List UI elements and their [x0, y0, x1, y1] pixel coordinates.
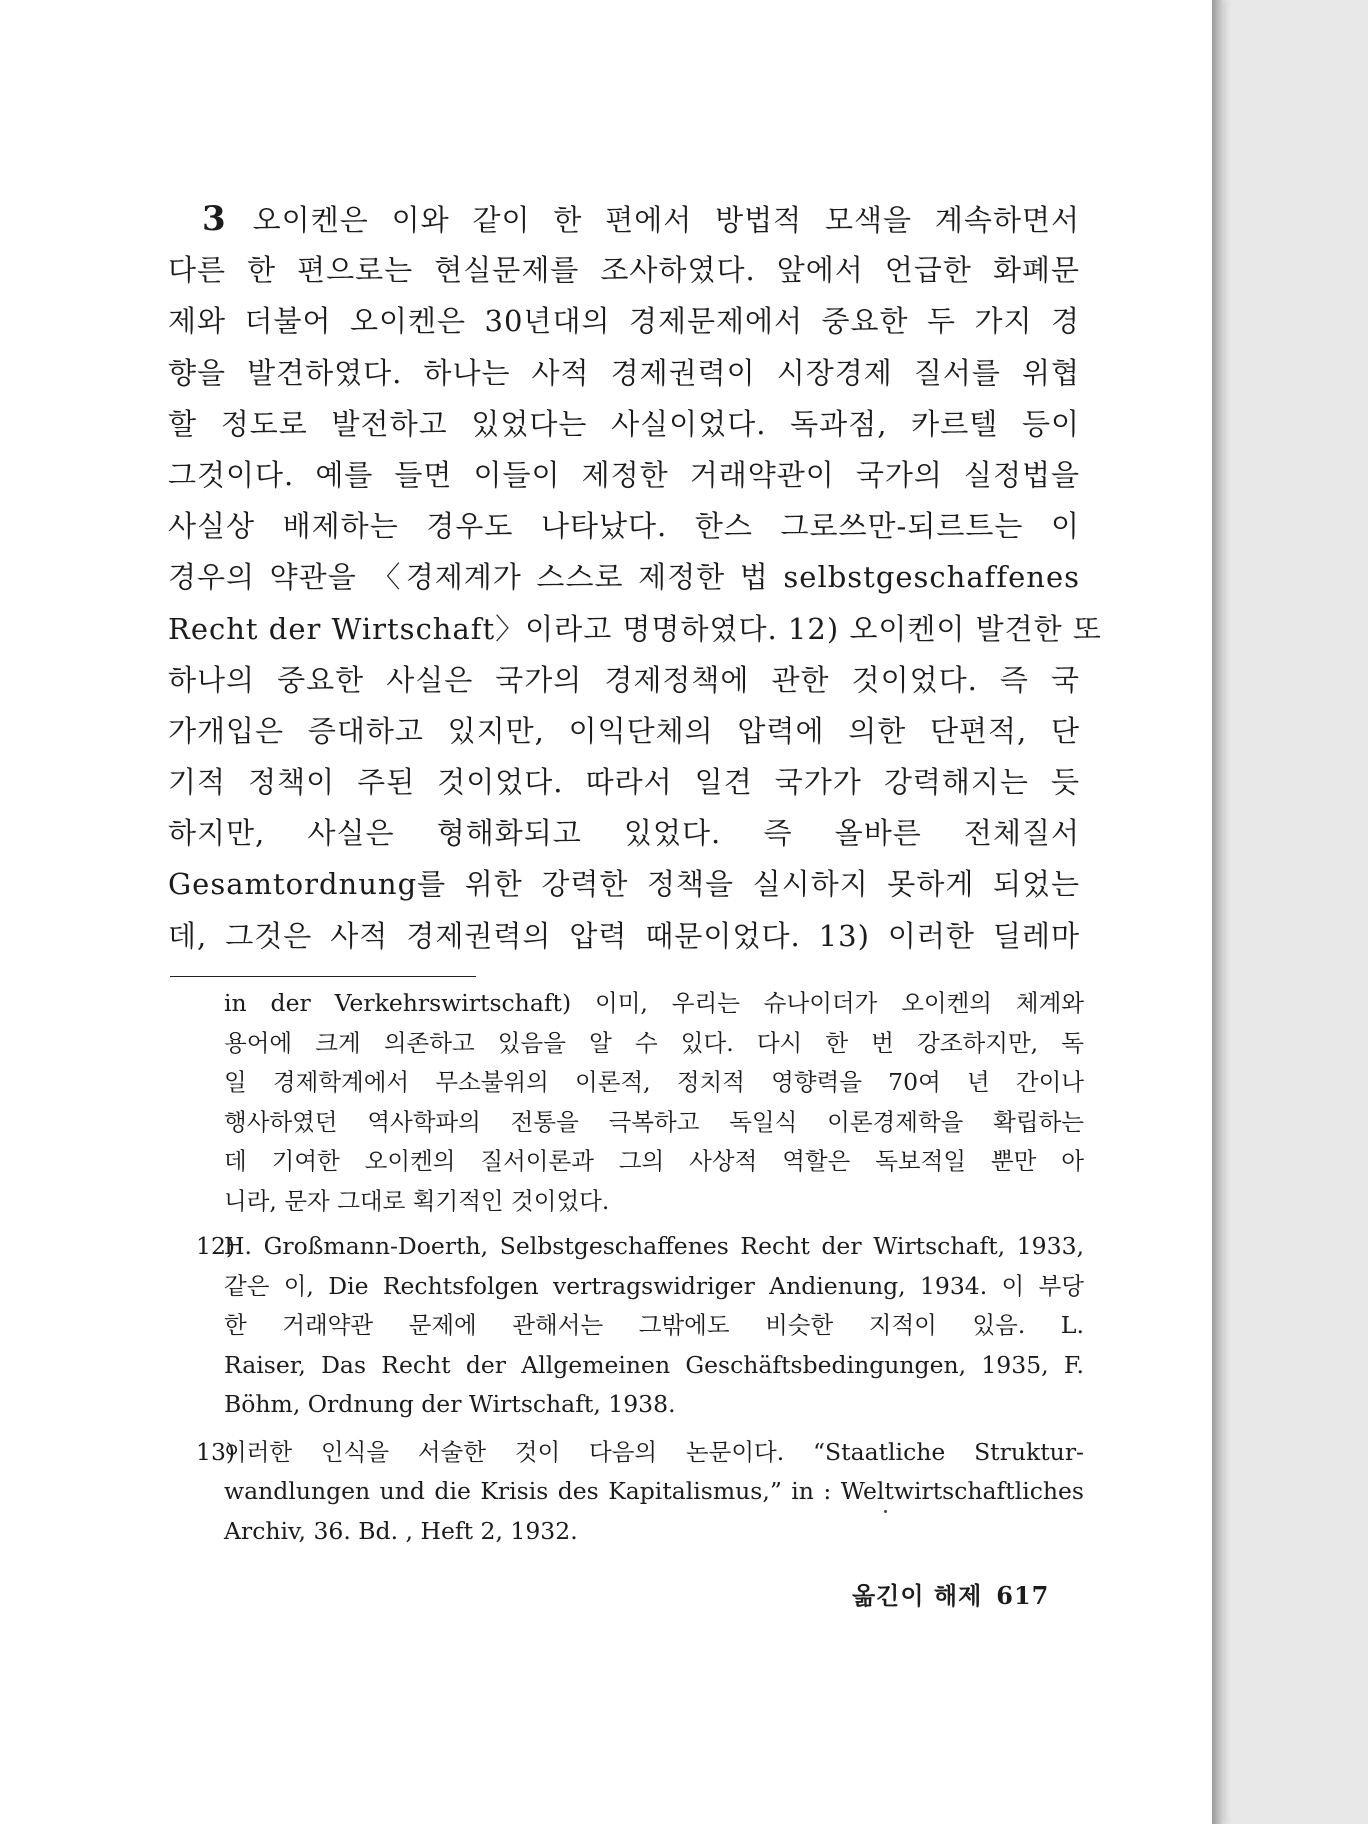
footnote-line: 13)이러한 인식을 서술한 것이 다음의 논문이다. “Staatliche Struktur-: [196, 1433, 1084, 1473]
footnote-line: 데 기여한 오이켄의 질서이론과 그의 사상적 역할은 독보적일 뿐만 아: [224, 1147, 1084, 1175]
running-head: 옮긴이 해제: [852, 1581, 983, 1610]
page-edge: [1212, 0, 1222, 1824]
body-line: 할 정도로 발전하고 있었다는 사실이었다. 독과점, 카르텔 등이: [168, 406, 1080, 441]
body-line: 가개입은 증대하고 있지만, 이익단체의 압력에 의한 단편적, 단: [168, 713, 1080, 748]
body-line: 제와 더불어 오이켄은 30년대의 경제문제에서 중요한 두 가지 경: [168, 304, 1080, 339]
footnote-line: 일 경제학계에서 무소불위의 이론적, 정치적 영향력을 70여 년 간이나: [224, 1068, 1084, 1096]
body-line: 하지만, 사실은 형해화되고 있었다. 즉 올바른 전체질서: [168, 816, 1080, 851]
footnote-number: 12): [196, 1232, 236, 1260]
footnote-13: [196, 1433, 1084, 1552]
footnote-line: 한 거래약관 문제에 관해서는 그밖에도 비슷한 지적이 있음. L.: [224, 1311, 1084, 1339]
body-line: 다른 한 편으로는 현실문제를 조사하였다. 앞에서 언급한 화폐문: [168, 253, 1080, 288]
body-line: 경우의 약관을 〈경제계가 스스로 제정한 법 selbstgeschaffenes: [168, 560, 1080, 595]
body-line: 사실상 배제하는 경우도 나타났다. 한스 그로쓰만-되르트는 이: [168, 509, 1080, 544]
footnotes: [196, 984, 1084, 1551]
body-line: 3 오이켄은 이와 같이 한 편에서 방법적 모색을 계속하면서: [168, 194, 1080, 245]
page-footer: [852, 1576, 1049, 1611]
footnote-separator: [170, 976, 476, 977]
footnote-line: in der Verkehrswirtschaft) 이미, 우리는 슈나이더가 오이켄의 체계와: [224, 989, 1084, 1017]
footnote-line: 행사하였던 역사학파의 전통을 극복하고 독일식 이론경제학을 확립하는: [224, 1107, 1084, 1136]
body-text: [168, 194, 1102, 962]
body-line: 데, 그것은 사적 경제권력의 압력 때문이었다. 13) 이러한 딜레마: [168, 918, 1080, 953]
footnote-line: Böhm, Ordnung der Wirtschaft, 1938.: [224, 1390, 676, 1418]
footnote-line: Raiser, Das Recht der Allgemeinen Geschäftsbedingungen, 1935, F.: [224, 1350, 1084, 1379]
print-speck: [884, 1510, 887, 1513]
footnote-line: wandlungen und die Krisis des Kapitalismus,” in : Weltwirtschaftliches: [224, 1477, 1084, 1505]
body-line: 하나의 중요한 사실은 국가의 경제정책에 관한 것이었다. 즉 국: [168, 662, 1080, 697]
section-number: 3: [202, 199, 227, 239]
body-line: 기적 정책이 주된 것이었다. 따라서 일견 국가가 강력해지는 듯: [168, 765, 1080, 800]
page-number: 617: [996, 1581, 1050, 1610]
body-line: 그것이다. 예를 들면 이들이 제정한 거래약관이 국가의 실정법을: [168, 457, 1080, 492]
footnote-line: 같은 이, Die Rechtsfolgen vertragswidriger Andienung, 1934. 이 부당: [224, 1271, 1084, 1300]
footnote-continuation: [196, 984, 1084, 1221]
body-line: 향을 발견하였다. 하나는 사적 경제권력이 시장경제 질서를 위협: [168, 355, 1080, 390]
footnote-12: [196, 1227, 1084, 1425]
footnote-line: Archiv, 36. Bd. , Heft 2, 1932.: [224, 1516, 578, 1545]
body-line: Gesamtordnung를 위한 강력한 정책을 실시하지 못하게 되었는: [168, 867, 1080, 902]
body-line: Recht der Wirtschaft〉이라고 명명하였다. 12) 오이켄이 발견한 또: [168, 611, 1102, 646]
footnote-number: 13): [196, 1437, 236, 1466]
footnote-line: 용어에 크게 의존하고 있음을 알 수 있다. 다시 한 번 강조하지만, 독: [224, 1028, 1084, 1057]
footnote-line: 12)H. Großmann-Doerth, Selbstgeschaffenes Recht der Wirtschaft, 1933,: [196, 1227, 1084, 1267]
footnote-line: 니라, 문자 그대로 획기적인 것이었다.: [224, 1186, 610, 1215]
